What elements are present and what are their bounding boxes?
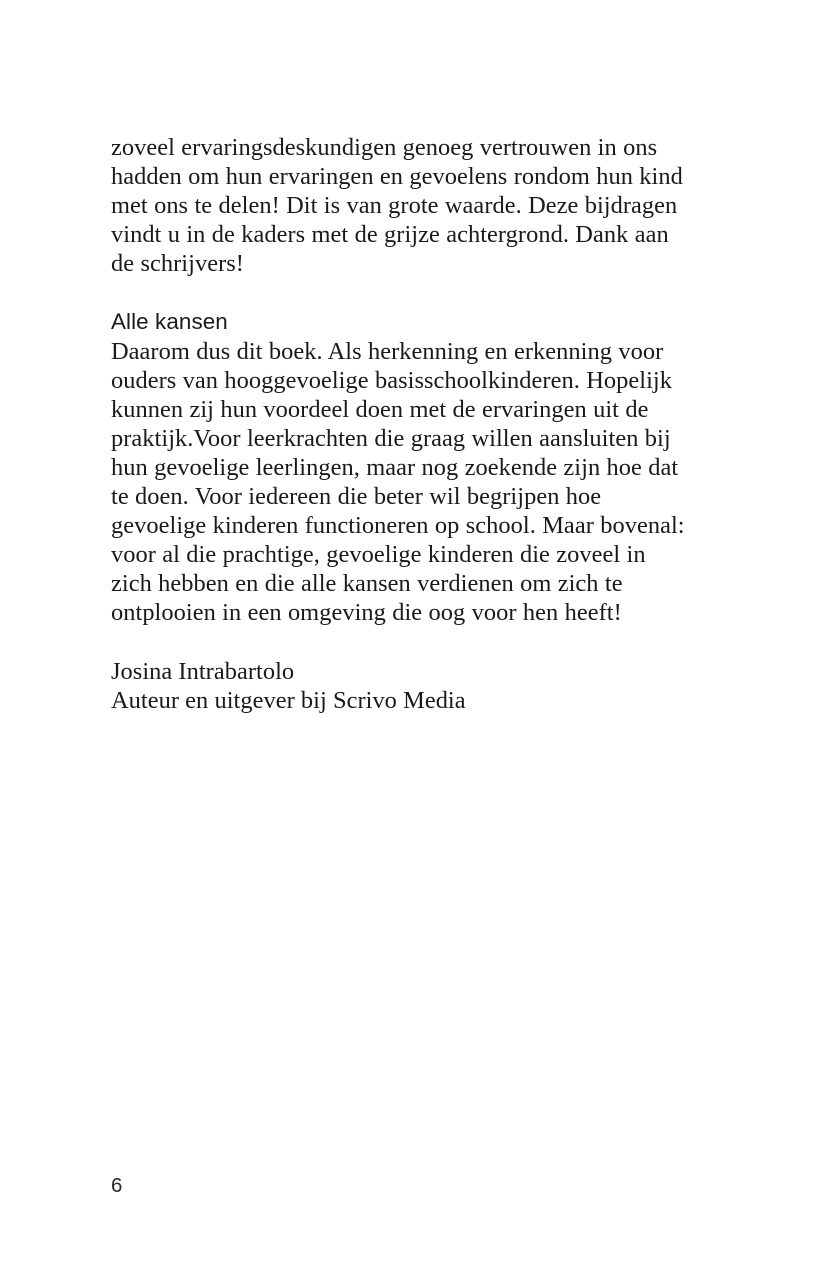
signature-author-name: Josina Intrabartolo <box>111 657 295 685</box>
paragraph-section-body: Daarom dus dit boek. Als herkenning en erkenning voor ouders van hooggevoelige basisschoolkinderen. Hopelijk kunnen zij hun voordeel doen met de ervaringen uit de praktijk.Voor leerkrachten die graag willen aansluiten bij hun gevoelige leerlingen, maar nog zoekende zijn hoe dat te doen. Voor iedereen die beter wil begrijpen hoe gevoelige kinderen functioneren op school. Maar bovenal: voor al die prachtige, gevoelige kinderen die zoveel in zich hebben en die alle kansen verdienen om zich te ontplooien in een omgeving die oog voor hen heeft! <box>111 337 685 627</box>
page-number: 6 <box>111 1174 123 1197</box>
signature-author-role: Auteur en uitgever bij Scrivo Media <box>111 686 466 714</box>
paragraph-intro-thanks: zoveel ervaringsdeskundigen genoeg vertrouwen in ons hadden om hun ervaringen en gevoelens rondom hun kind met ons te delen! Dit is van grote waarde. Deze bijdragen vindt u in de kaders met de grijze achtergrond. Dank aan de schrijvers! <box>111 134 683 278</box>
text-column <box>111 133 689 715</box>
signature-block <box>111 657 689 715</box>
section-heading: Alle kansen <box>111 309 228 335</box>
section-alle-kansen <box>111 307 689 627</box>
